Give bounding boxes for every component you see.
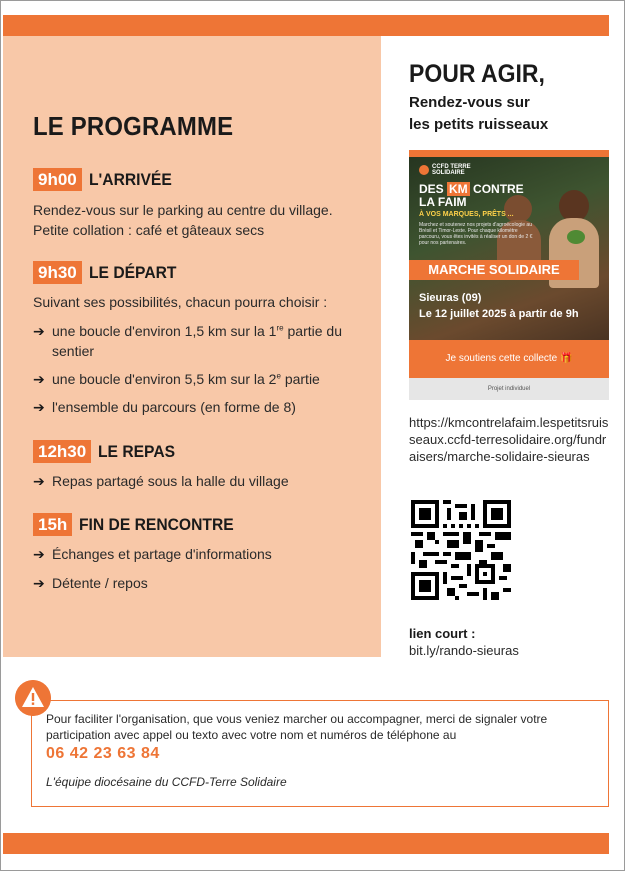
- arrow-right-icon: ➔: [33, 371, 45, 387]
- qr-code-icon[interactable]: [411, 500, 511, 600]
- section-label: LE DÉPART: [88, 262, 177, 282]
- time-badge: 12h30: [33, 440, 91, 463]
- bottom-accent-bar: [3, 833, 609, 854]
- section-arrival-header: [33, 168, 179, 191]
- section-label: L'ARRIVÉE: [88, 169, 172, 189]
- poster-description: Marchez et soutenez nos projets d'agroécologie au Brésil et Timor-Leste. Pour chaque kilomètre parcouru, vous êtes invités à réaliser un don de 2 € pour nos partenaires.: [419, 222, 533, 246]
- fundraiser-link[interactable]: https://kmcontrelafaim.lespetitsruisseaux.ccfd-terresolidaire.org/fundraisers/marche-solidaire-sieuras: [409, 415, 609, 464]
- list-item: ➔ l'ensemble du parcours (en forme de 8): [33, 399, 296, 415]
- poster-place-date: Sieuras (09) Le 12 juillet 2025 à partir de 9h: [419, 292, 579, 320]
- short-link-label: lien court :: [409, 626, 476, 641]
- poster-footer: Projet individuel: [409, 378, 609, 400]
- section-label: FIN DE RENCONTRE: [79, 514, 234, 534]
- arrival-text: Rendez-vous sur le parking au centre du village. Petite collation : café et gâteaux secs: [33, 202, 333, 238]
- arrow-right-icon: ➔: [33, 323, 45, 339]
- short-link[interactable]: bit.ly/rando-sieuras: [409, 643, 519, 658]
- list-item: ➔ une boucle d'environ 1,5 km sur la 1re partie du sentier: [33, 323, 342, 359]
- leaf-icon: [567, 230, 585, 244]
- arrow-right-icon: ➔: [33, 546, 45, 562]
- section-depart-header: [33, 261, 184, 284]
- list-item: ➔ Repas partagé sous la halle du village: [33, 473, 289, 489]
- time-badge: 9h30: [33, 261, 82, 284]
- list-item: ➔ une boucle d'environ 5,5 km sur la 2e partie: [33, 371, 320, 387]
- arrow-right-icon: ➔: [33, 473, 45, 489]
- time-badge: 9h00: [33, 168, 82, 191]
- action-title: POUR AGIR,: [409, 60, 545, 88]
- note-text: Pour faciliter l'organisation, que vous veniez marcher ou accompagner, merci de signaler votre participation avec appel ou texto avec votre nom et numéros de téléphone au: [46, 712, 548, 742]
- depart-intro: Suivant ses possibilités, chacun pourra choisir :: [33, 294, 328, 310]
- section-fin-header: [33, 513, 247, 536]
- programme-title: LE PROGRAMME: [33, 111, 234, 141]
- poster-tagline: À VOS MARQUES, PRÊTS ...: [419, 211, 514, 218]
- poster-headline: DES KM CONTRE LA FAIM: [419, 182, 524, 209]
- list-item: ➔ Échanges et partage d'informations: [33, 546, 272, 562]
- section-label: LE REPAS: [98, 441, 176, 461]
- list-item: ➔ Détente / repos: [33, 575, 148, 591]
- poster-logo: CCFD TERRE SOLIDAIRE: [419, 164, 472, 176]
- top-accent-bar: [3, 15, 609, 36]
- gift-icon: 🎁: [560, 353, 573, 364]
- support-collect-button[interactable]: Je soutiens cette collecte 🎁: [409, 340, 609, 378]
- action-subtitle: Rendez-vous sur les petits ruisseaux: [409, 94, 549, 133]
- section-repas-header: [33, 440, 182, 463]
- arrow-right-icon: ➔: [33, 399, 45, 415]
- arrow-right-icon: ➔: [33, 575, 45, 591]
- campaign-poster[interactable]: [409, 150, 609, 400]
- signature: L'équipe diocésaine du CCFD-Terre Solidaire: [46, 775, 287, 789]
- phone-number[interactable]: 06 42 23 63 84: [46, 745, 160, 762]
- poster-band: MARCHE SOLIDAIRE: [409, 260, 579, 280]
- poster-photo: [409, 150, 609, 340]
- time-badge: 15h: [33, 513, 72, 536]
